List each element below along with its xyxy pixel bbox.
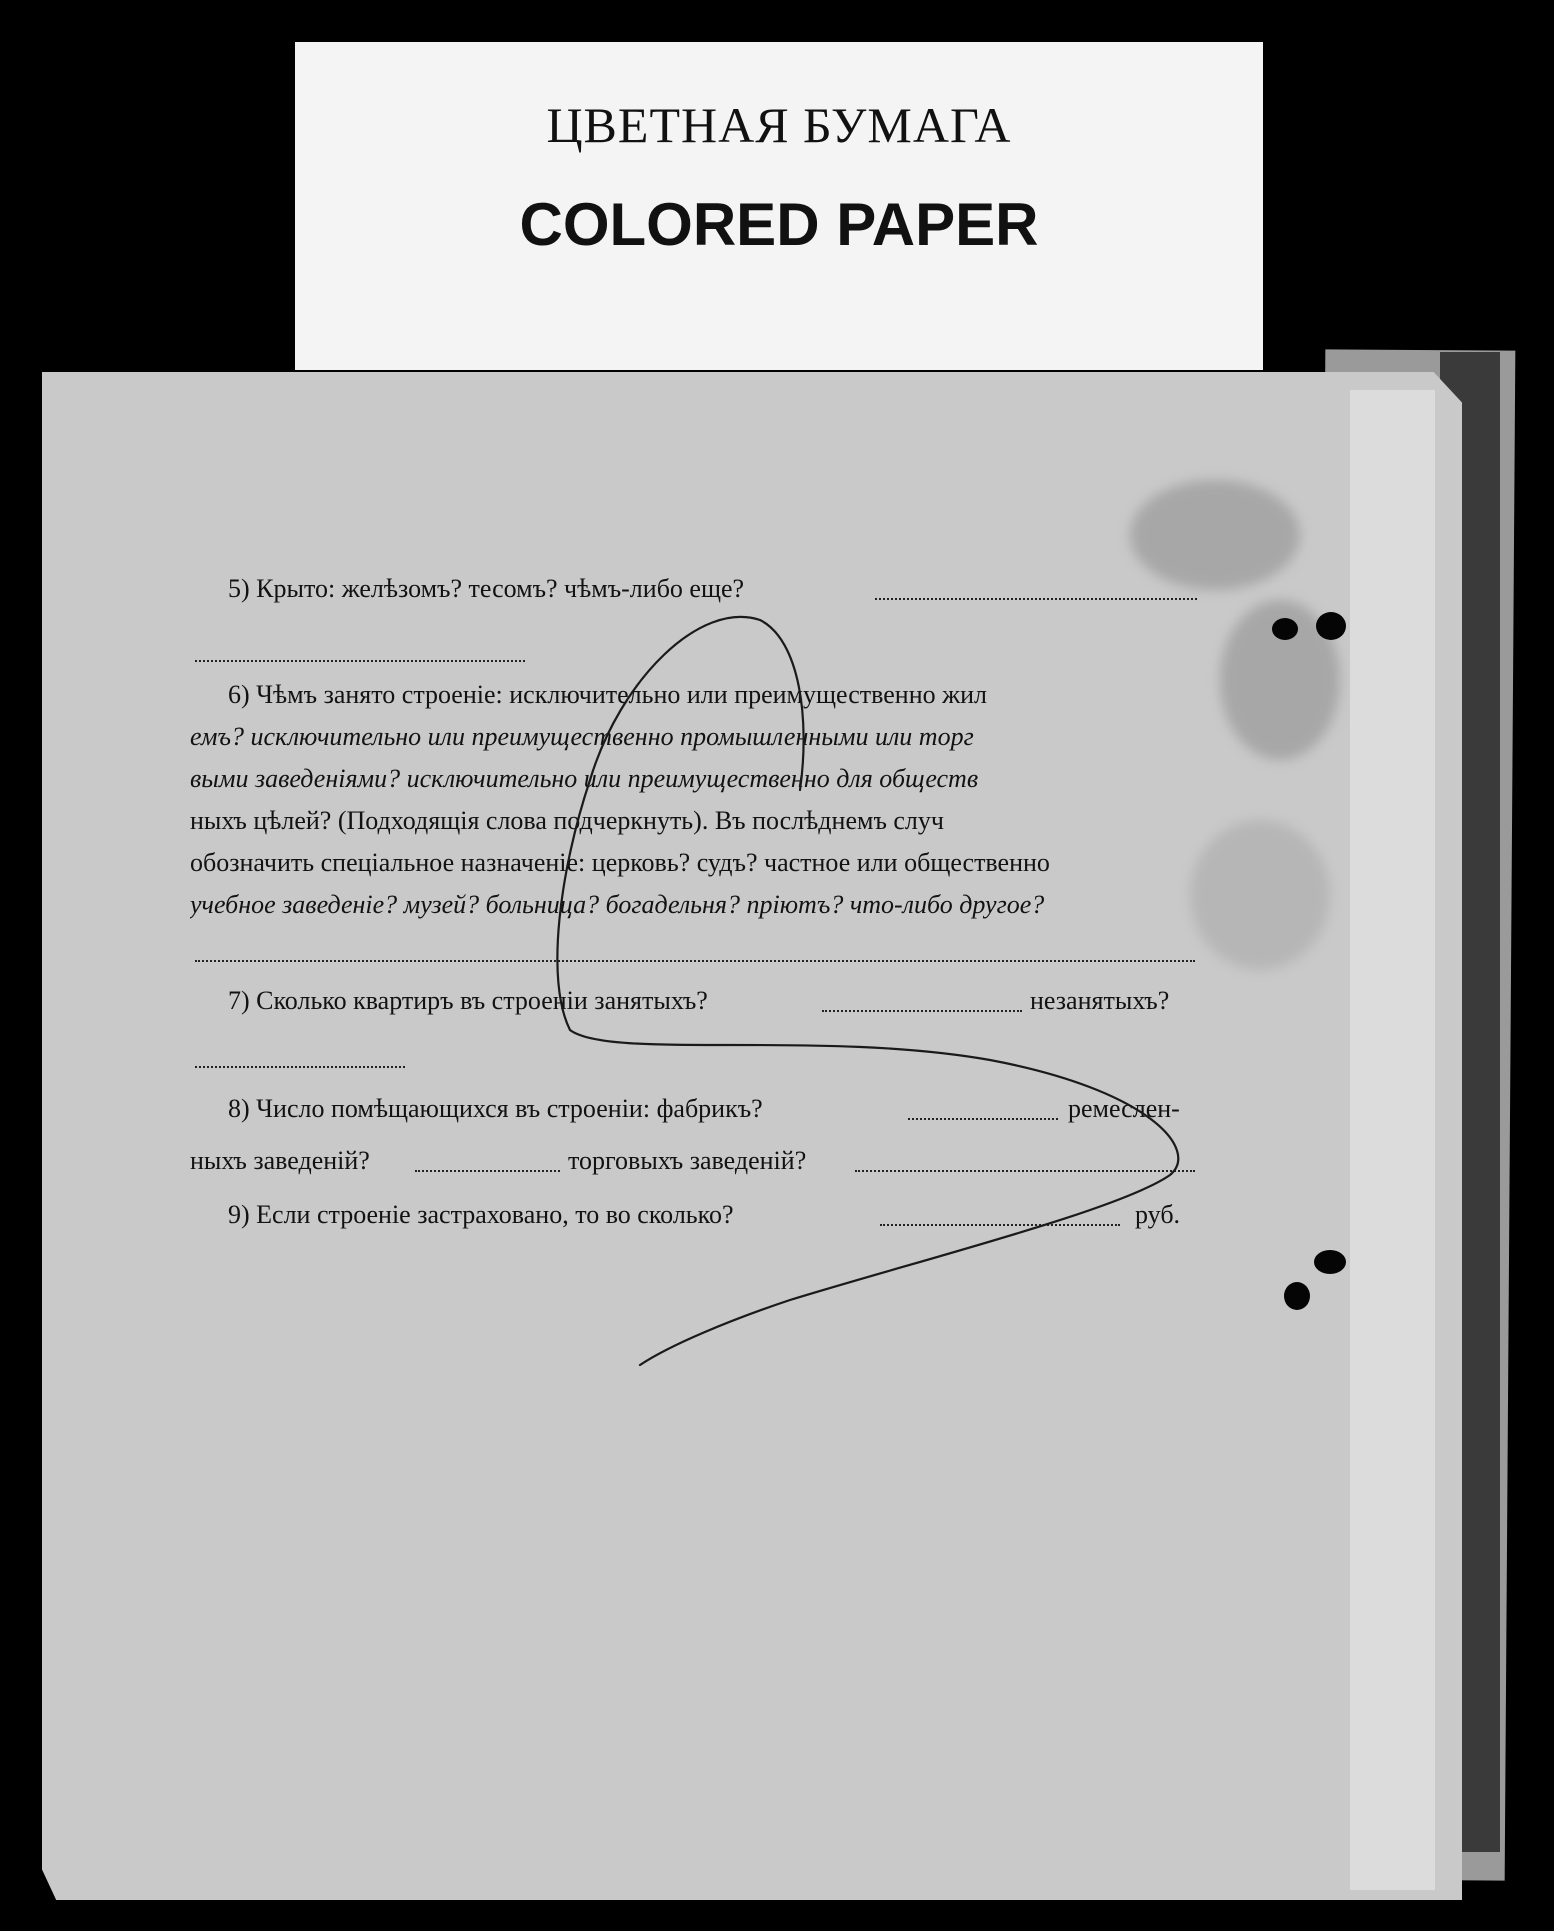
question-6-line-3: выми заведеніями? исключительно или преимущественно для обществ	[190, 764, 979, 793]
question-9-currency: руб.	[1135, 1200, 1181, 1229]
question-9-insurance: 9) Если строеніе застраховано, то во сколько?	[228, 1200, 734, 1229]
question-7-occupied: 7) Сколько квартиръ въ строеніи занятыхъ?	[228, 986, 708, 1015]
question-6-line-1: 6) Чѣмъ занято строеніе: исключительно или преимущественно жил	[228, 680, 987, 709]
question-8-factories: 8) Число помѣщающихся въ строеніи: фабрикъ?	[228, 1094, 763, 1123]
question-6-line-5: обозначить спеціальное назначеніе: церковь? судъ? частное или общественно	[190, 848, 1050, 877]
question-6-line-4: ныхъ цѣлей? (Подходящія слова подчеркнуть). Въ послѣднемъ случ	[190, 806, 944, 835]
question-8-crafts-cont: ныхъ заведеній?	[190, 1146, 370, 1175]
question-8-crafts: ремеслен-	[1068, 1094, 1180, 1123]
question-6-line-6: учебное заведеніе? музей? больница? богадельня? пріютъ? что-либо другое?	[190, 890, 1045, 919]
question-6-line-2: емъ? исключительно или преимущественно промышленными или торг	[190, 722, 974, 751]
question-5: 5) Крыто: желѣзомъ? тесомъ? чѣмъ-либо еще?	[228, 574, 745, 603]
question-7-unoccupied: незанятыхъ?	[1030, 986, 1170, 1015]
question-8-trade: торговыхъ заведеній?	[568, 1146, 807, 1175]
label-title-russian: ЦВЕТНАЯ БУМАГА	[546, 97, 1012, 153]
label-title-english: COLORED PAPER	[519, 191, 1039, 258]
